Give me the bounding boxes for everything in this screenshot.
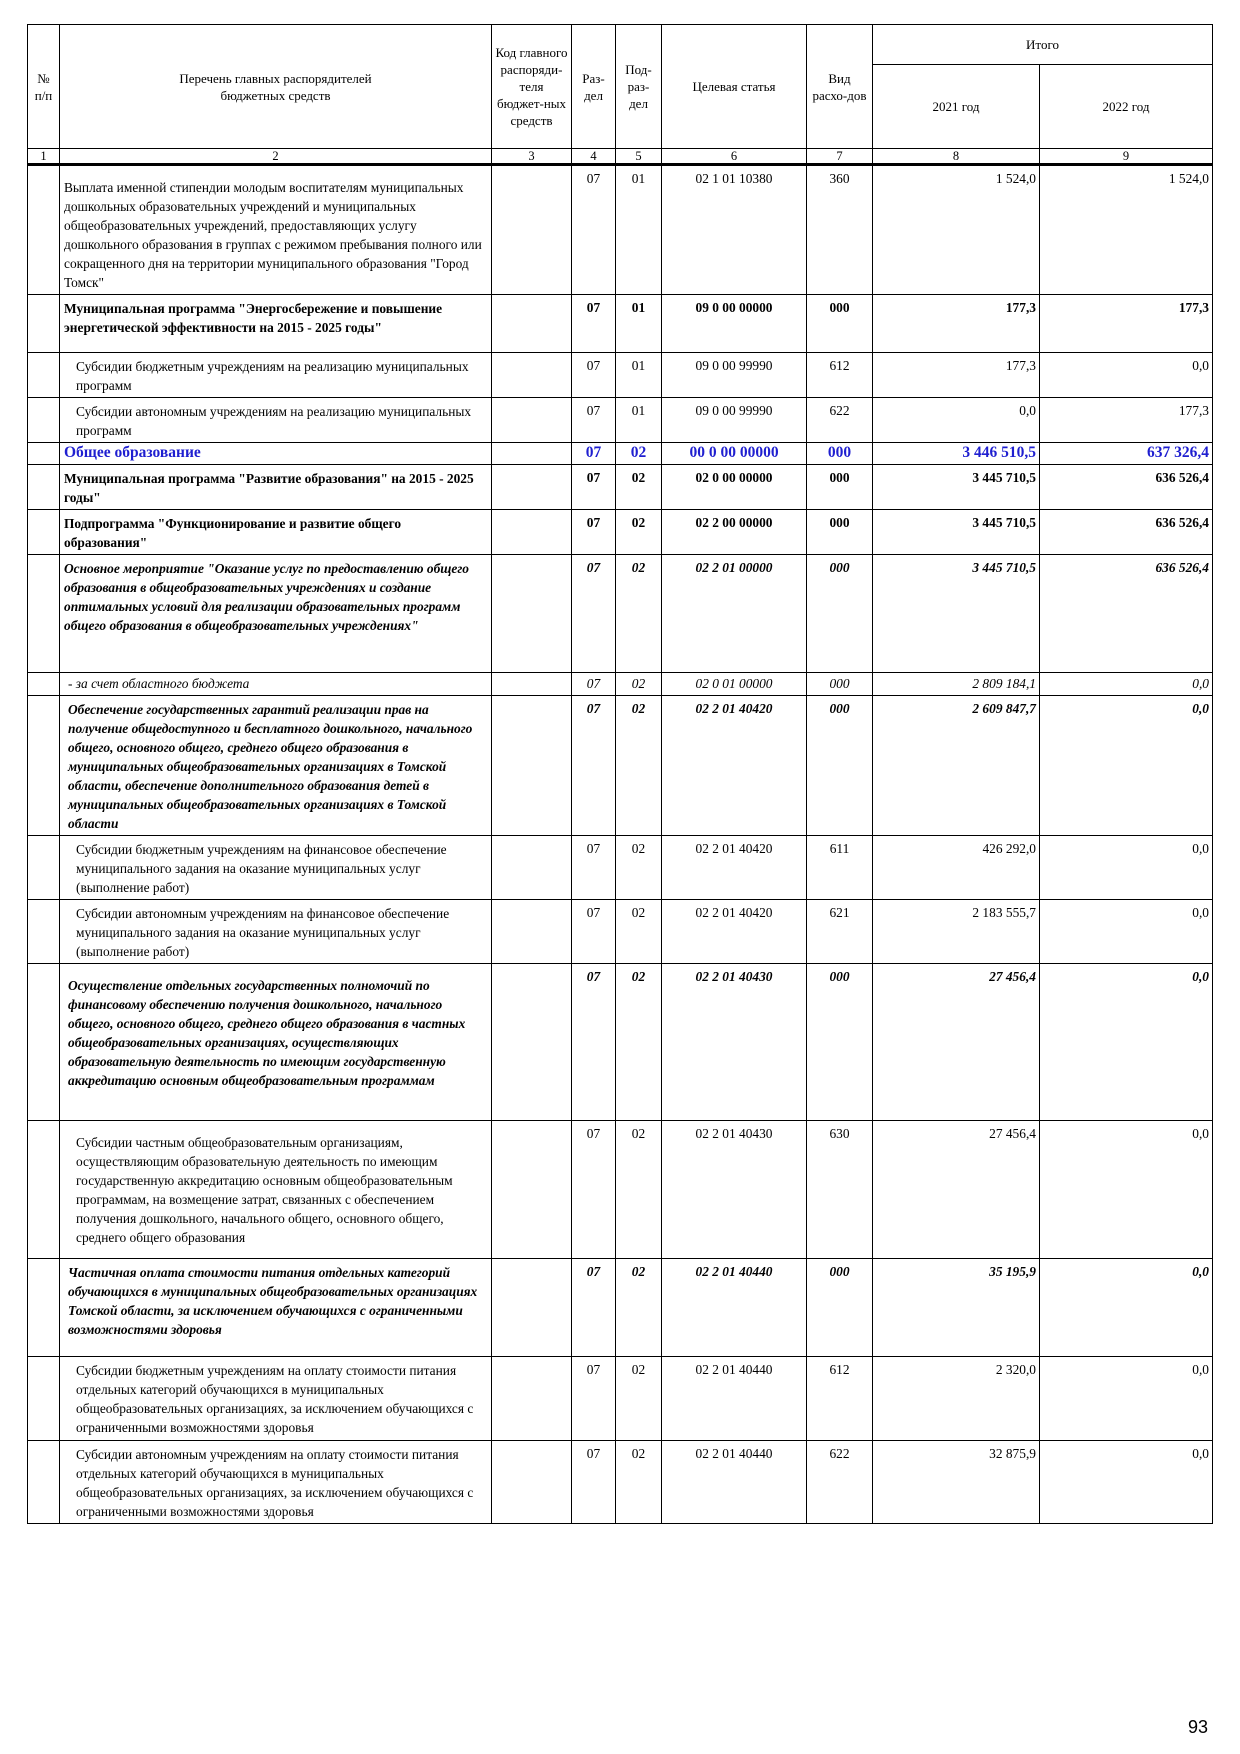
row-podrazdel: 02 — [616, 1357, 662, 1441]
row-description: Муниципальная программа "Энергосбережение и повышение энергетической эффективности на 2015 - 2025 годы" — [60, 295, 492, 353]
table-row — [28, 673, 1213, 696]
row-code-cell — [492, 443, 572, 465]
column-number: 5 — [616, 149, 662, 165]
row-podrazdel: 01 — [616, 165, 662, 295]
row-razdel: 07 — [572, 555, 616, 673]
table-row — [28, 398, 1213, 443]
row-amount-2021: 35 195,9 — [873, 1259, 1040, 1357]
column-number: 3 — [492, 149, 572, 165]
row-amount-2022: 0,0 — [1040, 1357, 1213, 1441]
row-amount-2021: 3 445 710,5 — [873, 555, 1040, 673]
row-num-cell — [28, 1259, 60, 1357]
row-code-cell — [492, 510, 572, 555]
row-razdel: 07 — [572, 1357, 616, 1441]
row-podrazdel: 02 — [616, 1121, 662, 1259]
row-vid: 612 — [807, 353, 873, 398]
row-amount-2022: 177,3 — [1040, 398, 1213, 443]
table-row — [28, 1259, 1213, 1357]
row-amount-2021: 177,3 — [873, 295, 1040, 353]
row-code-cell — [492, 673, 572, 696]
row-statya: 02 2 01 40420 — [662, 900, 807, 964]
row-statya: 09 0 00 99990 — [662, 398, 807, 443]
row-vid: 611 — [807, 836, 873, 900]
row-amount-2022: 636 526,4 — [1040, 510, 1213, 555]
row-num-cell — [28, 555, 60, 673]
row-razdel: 07 — [572, 165, 616, 295]
row-num-cell — [28, 465, 60, 510]
row-num-cell — [28, 295, 60, 353]
row-amount-2021: 2 183 555,7 — [873, 900, 1040, 964]
row-description: Подпрограмма "Функционирование и развитие общего образования" — [60, 510, 492, 555]
row-razdel: 07 — [572, 836, 616, 900]
column-number: 4 — [572, 149, 616, 165]
row-code-cell — [492, 900, 572, 964]
row-amount-2021: 2 809 184,1 — [873, 673, 1040, 696]
table-row — [28, 900, 1213, 964]
row-amount-2022: 636 526,4 — [1040, 555, 1213, 673]
header-razdel: Раз-дел — [572, 25, 616, 149]
row-podrazdel: 02 — [616, 465, 662, 510]
budget-table — [27, 24, 1213, 1524]
row-description: Субсидии бюджетным учреждениям на реализацию муниципальных программ — [60, 353, 492, 398]
row-description: Осуществление отдельных государственных полномочий по финансовому обеспечению получения дошкольного, начального общего, основного общего, среднего общего образования в частных общеобразовательных организациях, осуществляющих образовательную деятельность по имеющим государственную аккредитацию основным общеобразовательным программам — [60, 964, 492, 1121]
row-amount-2021: 27 456,4 — [873, 1121, 1040, 1259]
row-vid: 000 — [807, 696, 873, 836]
table-row — [28, 836, 1213, 900]
row-description: Обеспечение государственных гарантий реализации прав на получение общедоступного и бесплатного дошкольного, начального общего, основного общего, среднего общего образования в муниципальных общеобразовательных организациях в Томской области, обеспечение дополнительного образования детей в муниципальных общеобразовательных организациях в Томской области — [60, 696, 492, 836]
row-statya: 02 2 01 00000 — [662, 555, 807, 673]
row-statya: 02 0 00 00000 — [662, 465, 807, 510]
table-row — [28, 1441, 1213, 1524]
row-vid: 621 — [807, 900, 873, 964]
table-row — [28, 165, 1213, 295]
row-num-cell — [28, 510, 60, 555]
row-amount-2022: 0,0 — [1040, 1121, 1213, 1259]
row-description: Основное мероприятие "Оказание услуг по предоставлению общего образования в общеобразовательных учреждениях и создание оптимальных условий для реализации образовательных программ общего образования в общеобразовательных учреждениях" — [60, 555, 492, 673]
row-amount-2022: 636 526,4 — [1040, 465, 1213, 510]
row-amount-2022: 0,0 — [1040, 1441, 1213, 1524]
row-razdel: 07 — [572, 964, 616, 1121]
row-statya: 02 2 01 40420 — [662, 836, 807, 900]
row-amount-2022: 637 326,4 — [1040, 443, 1213, 465]
row-vid: 000 — [807, 555, 873, 673]
row-podrazdel: 02 — [616, 510, 662, 555]
row-code-cell — [492, 1121, 572, 1259]
row-razdel: 07 — [572, 1441, 616, 1524]
row-amount-2022: 177,3 — [1040, 295, 1213, 353]
row-description: Субсидии автономным учреждениям на оплату стоимости питания отдельных категорий обучающихся в муниципальных общеобразовательных организациях, за исключением обучающихся с ограниченными возможностями здоровья — [60, 1441, 492, 1524]
row-razdel: 07 — [572, 353, 616, 398]
row-num-cell — [28, 673, 60, 696]
row-razdel: 07 — [572, 900, 616, 964]
row-amount-2021: 3 445 710,5 — [873, 510, 1040, 555]
row-amount-2021: 27 456,4 — [873, 964, 1040, 1121]
row-razdel: 07 — [572, 295, 616, 353]
row-vid: 000 — [807, 295, 873, 353]
row-code-cell — [492, 465, 572, 510]
row-code-cell — [492, 165, 572, 295]
table-row — [28, 964, 1213, 1121]
row-vid: 622 — [807, 398, 873, 443]
header-2021: 2021 год — [873, 65, 1040, 149]
row-code-cell — [492, 1357, 572, 1441]
column-number: 1 — [28, 149, 60, 165]
row-code-cell — [492, 295, 572, 353]
row-description: - за счет областного бюджета — [60, 673, 492, 696]
column-number: 6 — [662, 149, 807, 165]
table-row — [28, 353, 1213, 398]
header-vid: Вид расхо-дов — [807, 25, 873, 149]
column-number: 8 — [873, 149, 1040, 165]
column-number: 7 — [807, 149, 873, 165]
page-number: 93 — [1187, 1717, 1208, 1737]
row-statya: 02 0 01 00000 — [662, 673, 807, 696]
row-statya: 02 2 01 40420 — [662, 696, 807, 836]
row-amount-2021: 32 875,9 — [873, 1441, 1040, 1524]
row-razdel: 07 — [572, 398, 616, 443]
row-amount-2021: 177,3 — [873, 353, 1040, 398]
row-amount-2022: 0,0 — [1040, 353, 1213, 398]
header-podrazdel: Под-раз-дел — [616, 25, 662, 149]
row-code-cell — [492, 1441, 572, 1524]
row-code-cell — [492, 398, 572, 443]
row-amount-2021: 0,0 — [873, 398, 1040, 443]
row-podrazdel: 02 — [616, 555, 662, 673]
row-vid: 000 — [807, 443, 873, 465]
header-statya: Целевая статья — [662, 25, 807, 149]
header-itogo: Итого — [873, 25, 1213, 65]
row-podrazdel: 02 — [616, 1259, 662, 1357]
header-list: Перечень главных распорядителей бюджетных средств — [60, 25, 492, 149]
row-razdel: 07 — [572, 443, 616, 465]
row-description: Субсидии автономным учреждениям на финансовое обеспечение муниципального задания на оказание муниципальных услуг (выполнение работ) — [60, 900, 492, 964]
row-razdel: 07 — [572, 510, 616, 555]
row-statya: 02 2 01 40430 — [662, 964, 807, 1121]
row-code-cell — [492, 555, 572, 673]
row-podrazdel: 01 — [616, 353, 662, 398]
row-podrazdel: 02 — [616, 836, 662, 900]
row-description: Субсидии бюджетным учреждениям на оплату стоимости питания отдельных категорий обучающихся в муниципальных общеобразовательных организациях, за исключением обучающихся с ограниченными возможностями здоровья — [60, 1357, 492, 1441]
row-amount-2022: 1 524,0 — [1040, 165, 1213, 295]
row-num-cell — [28, 1357, 60, 1441]
column-number: 9 — [1040, 149, 1213, 165]
row-num-cell — [28, 353, 60, 398]
row-code-cell — [492, 696, 572, 836]
header-num: № п/п — [28, 25, 60, 149]
row-razdel: 07 — [572, 696, 616, 836]
table-row — [28, 295, 1213, 353]
row-podrazdel: 02 — [616, 673, 662, 696]
row-description: Субсидии частным общеобразовательным организациям, осуществляющим образовательную деятельность по имеющим государственную аккредитацию основным общеобразовательным программам, на возмещение затрат, связанных с обеспечением получения дошкольного, начального общего, основного общего, среднего общего образования — [60, 1121, 492, 1259]
row-code-cell — [492, 964, 572, 1121]
row-statya: 02 2 01 40440 — [662, 1441, 807, 1524]
row-num-cell — [28, 1441, 60, 1524]
row-vid: 000 — [807, 964, 873, 1121]
column-number-row — [28, 149, 1213, 165]
row-statya: 09 0 00 99990 — [662, 353, 807, 398]
row-vid: 000 — [807, 465, 873, 510]
row-num-cell — [28, 836, 60, 900]
row-amount-2021: 2 609 847,7 — [873, 696, 1040, 836]
table-row — [28, 1357, 1213, 1441]
row-statya: 02 2 00 00000 — [662, 510, 807, 555]
table-row — [28, 510, 1213, 555]
table-row — [28, 1121, 1213, 1259]
row-description: Муниципальная программа "Развитие образования" на 2015 - 2025 годы" — [60, 465, 492, 510]
row-amount-2021: 1 524,0 — [873, 165, 1040, 295]
row-amount-2022: 0,0 — [1040, 836, 1213, 900]
row-description: Частичная оплата стоимости питания отдельных категорий обучающихся в муниципальных общеобразовательных организациях Томской области, за исключением обучающихся с ограниченными возможностями здоровья — [60, 1259, 492, 1357]
table-row — [28, 465, 1213, 510]
row-amount-2021: 426 292,0 — [873, 836, 1040, 900]
budget-table-container — [27, 24, 1212, 1524]
row-code-cell — [492, 1259, 572, 1357]
row-num-cell — [28, 900, 60, 964]
table-body — [28, 165, 1213, 1524]
row-amount-2021: 2 320,0 — [873, 1357, 1040, 1441]
header-code: Код главного распоряди-теля бюджет-ных средств — [492, 25, 572, 149]
table-row-section-total — [28, 443, 1213, 465]
row-statya: 02 2 01 40430 — [662, 1121, 807, 1259]
header-2022: 2022 год — [1040, 65, 1213, 149]
row-podrazdel: 02 — [616, 443, 662, 465]
row-vid: 360 — [807, 165, 873, 295]
row-vid: 000 — [807, 510, 873, 555]
row-statya: 02 2 01 40440 — [662, 1357, 807, 1441]
row-code-cell — [492, 836, 572, 900]
row-podrazdel: 02 — [616, 900, 662, 964]
row-podrazdel: 02 — [616, 696, 662, 836]
table-header — [28, 25, 1213, 165]
row-razdel: 07 — [572, 673, 616, 696]
row-num-cell — [28, 964, 60, 1121]
column-number: 2 — [60, 149, 492, 165]
row-vid: 612 — [807, 1357, 873, 1441]
row-statya: 00 0 00 00000 — [662, 443, 807, 465]
row-podrazdel: 01 — [616, 398, 662, 443]
row-statya: 02 1 01 10380 — [662, 165, 807, 295]
row-statya: 09 0 00 00000 — [662, 295, 807, 353]
row-razdel: 07 — [572, 1121, 616, 1259]
row-code-cell — [492, 353, 572, 398]
row-amount-2022: 0,0 — [1040, 900, 1213, 964]
table-row — [28, 696, 1213, 836]
row-num-cell — [28, 1121, 60, 1259]
row-amount-2021: 3 446 510,5 — [873, 443, 1040, 465]
row-description: Субсидии бюджетным учреждениям на финансовое обеспечение муниципального задания на оказание муниципальных услуг (выполнение работ) — [60, 836, 492, 900]
row-podrazdel: 02 — [616, 964, 662, 1121]
row-razdel: 07 — [572, 1259, 616, 1357]
row-amount-2022: 0,0 — [1040, 696, 1213, 836]
row-description: Субсидии автономным учреждениям на реализацию муниципальных программ — [60, 398, 492, 443]
row-num-cell — [28, 398, 60, 443]
row-vid: 630 — [807, 1121, 873, 1259]
row-vid: 000 — [807, 1259, 873, 1357]
table-row — [28, 555, 1213, 673]
row-podrazdel: 01 — [616, 295, 662, 353]
row-amount-2022: 0,0 — [1040, 964, 1213, 1121]
row-description: Выплата именной стипендии молодым воспитателям муниципальных дошкольных образовательных учреждений и муниципальных общеобразовательных учреждений, предоставляющих услугу дошкольного образования в группах с режимом пребывания полного или сокращенного дня на территории муниципального образования "Город Томск" — [60, 165, 492, 295]
row-num-cell — [28, 696, 60, 836]
row-vid: 000 — [807, 673, 873, 696]
row-description: Общее образование — [60, 443, 492, 465]
row-amount-2022: 0,0 — [1040, 673, 1213, 696]
row-statya: 02 2 01 40440 — [662, 1259, 807, 1357]
row-podrazdel: 02 — [616, 1441, 662, 1524]
row-razdel: 07 — [572, 465, 616, 510]
row-amount-2022: 0,0 — [1040, 1259, 1213, 1357]
row-num-cell — [28, 165, 60, 295]
row-num-cell — [28, 443, 60, 465]
row-amount-2021: 3 445 710,5 — [873, 465, 1040, 510]
row-vid: 622 — [807, 1441, 873, 1524]
